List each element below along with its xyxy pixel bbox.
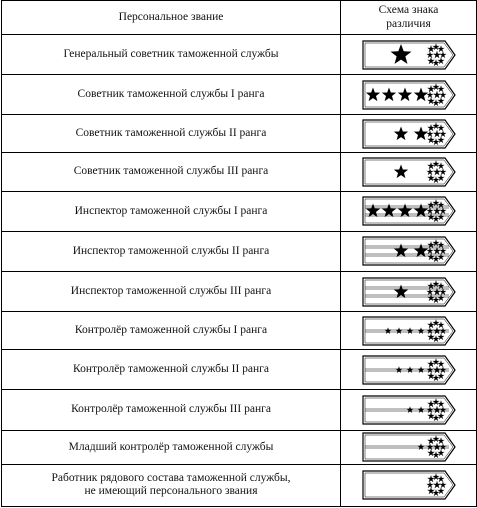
shoulder-board-icon [361,39,457,71]
rank-title-cell [2,312,341,350]
shoulder-board-icon [361,235,457,267]
rank-title-line: Контролёр таможенной службы II ранга [72,363,270,376]
insignia-scheme-cell [341,390,477,430]
shoulder-board-icon [361,276,457,308]
rank-title-cell [2,75,341,115]
rank-title-line: Младший контролёр таможенной службы [68,440,274,453]
insignia-scheme-cell [341,350,477,390]
table-row [2,464,477,506]
insignia-scheme-cell [341,153,477,191]
table-row [2,430,477,464]
header-scheme-line-1: Схема знака [378,4,439,17]
rank-title-line: Инспектор таможенной службы I ранга [74,204,268,217]
rank-title-cell [2,191,341,231]
shoulder-board-icon [361,431,457,463]
shoulder-board-icon [361,118,457,150]
insignia-scheme-cell [341,231,477,271]
shoulder-board-icon [361,354,457,386]
header-row [2,1,477,35]
rank-title-line: Работник рядового состава таможенной службы, [51,472,291,485]
table-row [2,35,477,75]
table-row [2,312,477,350]
rank-title-line: Генеральный советник таможенной службы [63,47,279,60]
header-scheme-line-2: различия [386,17,431,30]
header-scheme-column [341,1,477,35]
rank-title-line: Инспектор таможенной службы III ранга [70,284,272,297]
table-row [2,75,477,115]
rank-title-line: Советник таможенной службы III ранга [73,165,269,178]
shoulder-board-icon [361,195,457,227]
table-row [2,153,477,191]
rank-title-cell [2,430,341,464]
insignia-scheme-cell [341,464,477,506]
shoulder-board-icon [361,79,457,111]
rank-title-cell [2,35,341,75]
insignia-scheme-cell [341,312,477,350]
table-row [2,191,477,231]
rank-title-cell [2,271,341,311]
insignia-scheme-cell [341,35,477,75]
table-row [2,115,477,153]
rows-body [2,35,477,507]
insignia-scheme-cell [341,191,477,231]
rank-title-line: Инспектор таможенной службы II ранга [72,244,270,257]
shoulder-board-icon [361,315,457,347]
rank-title-line: Советник таможенной службы I ранга [77,88,265,101]
rank-title-line: не имеющий персонального звания [84,485,258,498]
shoulder-board-icon [361,469,457,501]
header-title-column [2,1,341,35]
shoulder-board-icon [361,394,457,426]
table-row [2,350,477,390]
table-row [2,231,477,271]
rank-title-cell [2,350,341,390]
shoulder-board-icon [361,156,457,188]
table-row [2,271,477,311]
rank-title-cell [2,464,341,506]
rank-title-line: Советник таможенной службы II ранга [75,127,267,140]
insignia-scheme-cell [341,75,477,115]
rank-insignia-table [1,0,477,507]
insignia-scheme-cell [341,271,477,311]
rank-title-line: Контролёр таможенной службы III ранга [71,403,271,416]
rank-title-line: Контролёр таможенной службы I ранга [74,324,268,337]
table-row [2,390,477,430]
rank-title-cell [2,115,341,153]
rank-title-cell [2,390,341,430]
header-title-text: Персональное звание [118,10,224,23]
insignia-scheme-cell [341,430,477,464]
rank-title-cell [2,231,341,271]
insignia-scheme-cell [341,115,477,153]
rank-title-cell [2,153,341,191]
